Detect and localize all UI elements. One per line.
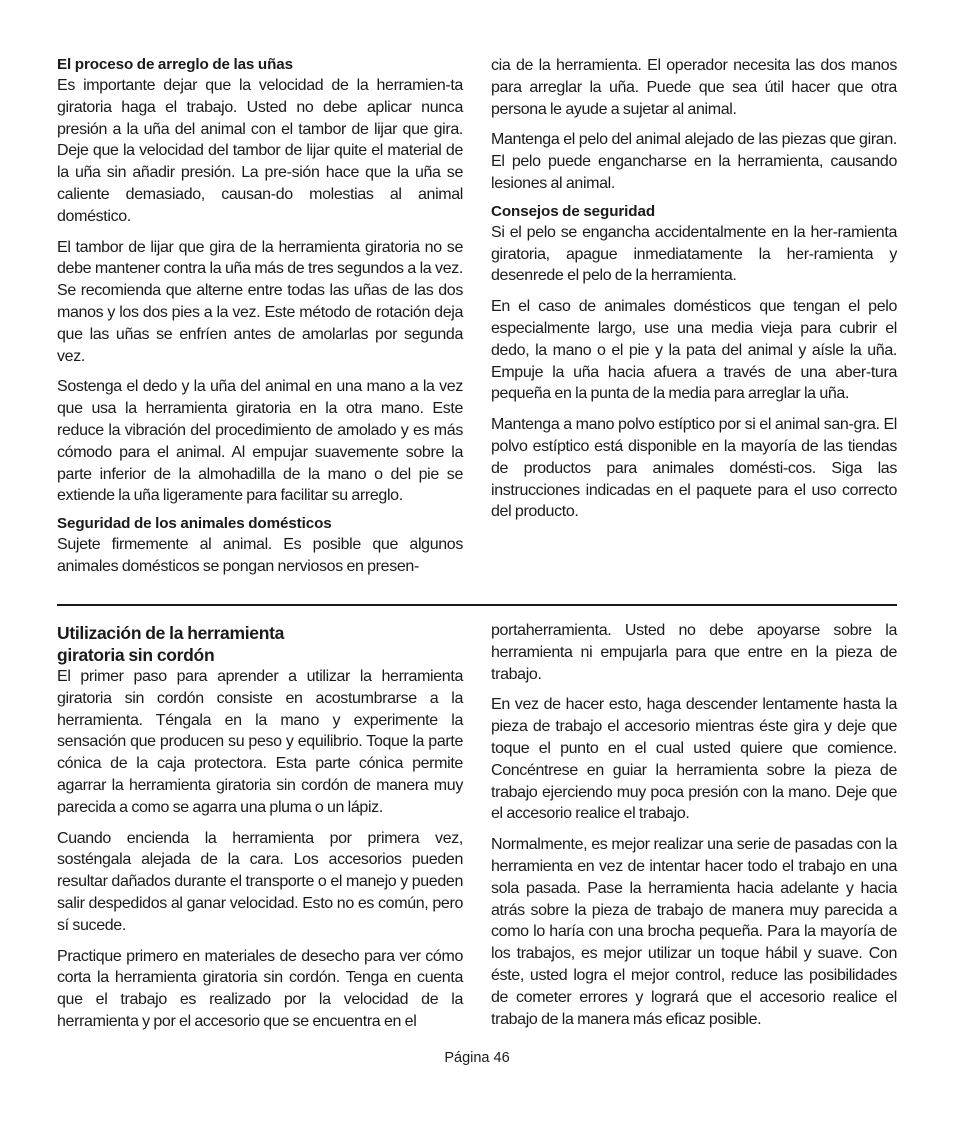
heading-line-2: giratoria sin cordón	[57, 645, 215, 665]
paragraph: Es importante dejar que la velocidad de la herramien-ta giratoria haga el trabajo. Usted no debe aplicar nunca presión a la uña del animal con el tambor de lijar que gira. Deje que la velocidad del tambor de lijar quite el material de la uña sin añadir presión. La pre-sión hace que la uña se caliente demasiado, causan-do molestias al animal doméstico.	[57, 77, 463, 225]
paragraph: En vez de hacer esto, haga descender lentamente hasta la pieza de trabajo el accesorio mientras éste gira y deje que toque el punto en el cual usted quiere que comience. Concéntrese en guiar la herramienta sobre la pieza de trabajo ejerciendo muy poca presión con la mano. Deje que el accesorio realice el trabajo.	[491, 696, 897, 823]
paragraph: Mantenga el pelo del animal alejado de las piezas que giran. El pelo puede engancharse en la herramienta, causando lesiones al animal.	[491, 131, 897, 192]
heading-pet-safety: Seguridad de los animales domésticos	[57, 515, 332, 533]
paragraph: Practique primero en materiales de desecho para ver cómo corta la herramienta giratoria sin cordón. Tenga en cuenta que el trabajo es realizado por la velocidad de la herramienta y por el accesorio que se encuentra en el	[57, 947, 463, 1030]
section-divider	[57, 604, 897, 606]
paragraph: Sostenga el dedo y la uña del animal en una mano a la vez que usa la herramienta giratoria en la otra mano. Este reduce la vibración del procedimiento de amolado y es más cómodo para el animal. Al empujar suavemente sobre la parte inferior de la almohadilla de la mano o del pie se extiende la uña ligeramente para facilitar su arreglo.	[57, 378, 463, 505]
section2-left-column	[57, 622, 463, 1033]
heading-safety-tips: Consejos de seguridad	[491, 202, 655, 220]
paragraph: Cuando encienda la herramienta por primera vez, sosténgala alejada de la cara. Los accesorios pueden resultar dañados durante el transporte o el manejo y pueden salir despedidos al ganar velocidad. Esto no es común, pero sí sucede.	[57, 829, 463, 934]
paragraph: Si el pelo se engancha accidentalmente en la her-ramienta giratoria, apague inmediatamente la her-ramienta y desenrede el pelo de la herramienta.	[491, 223, 897, 285]
section1-right-column	[491, 55, 897, 523]
paragraph: En el caso de animales domésticos que tengan el pelo especialmente largo, use una media vieja para cubrir el dedo, la mano o el pie y la pata del animal y aísle la uña. Empuje la uña hacia afuera a través de una aber-tura pequeña en la punta de la media para arreglar la uña.	[491, 298, 897, 403]
page-number: Página 46	[444, 1050, 510, 1066]
paragraph: cia de la herramienta. El operador necesita las dos manos para arreglar la uña. Puede que sea útil hacer que otra persona le ayude a sujetar al animal.	[491, 57, 897, 118]
heading-nail-trimming-process: El proceso de arreglo de las uñas	[57, 56, 293, 73]
paragraph: Sujete firmemente al animal. Es posible que algunos animales domésticos se pongan nerviosos en presen-	[57, 536, 463, 575]
section2-right-column	[491, 620, 897, 1030]
paragraph: El tambor de lijar que gira de la herramienta giratoria no se debe mantener contra la uña más de tres segundos a la vez. Se recomienda que alterne entre todas las uñas de las dos manos y los dos pies a la vez. Este método de rotación deja que las uñas se enfríen antes de amolarlas por segunda vez.	[57, 238, 463, 365]
paragraph: Normalmente, es mejor realizar una serie de pasadas con la herramienta en vez de intentar hacer todo el trabajo en una sola pasada. Pase la herramienta hacia adelante y hacia atrás sobre la pieza de trabajo de manera muy parecida a como lo haría con una brocha pequeña. Para la mayoría de los trabajos, es mejor utilizar un toque hábil y suave. Con éste, usted logra el mejor control, reduce las posibilidades de cometer errores y logrará que el accesorio realice el trabajo de la manera más eficaz posible.	[491, 836, 897, 1028]
paragraph: portaherramienta. Usted no debe apoyarse sobre la herramienta ni empujarla para que entre en la pieza de trabajo.	[491, 622, 897, 683]
paragraph: El primer paso para aprender a utilizar la herramienta giratoria sin cordón consiste en acostumbrarse a la herramienta. Téngala en la mano y experimente la sensación que producen su peso y equilibrio. Toque la parte cónica de la caja protectora. Esta parte cónica permite agarrar la herramienta giratoria sin cordón de manera muy parecida a como se agarra una pluma o un lápiz.	[57, 668, 463, 816]
heading-line-1: Utilización de la herramienta	[57, 623, 285, 643]
section1-left-column	[57, 55, 463, 578]
paragraph: Mantenga a mano polvo estíptico por si el animal san-gra. El polvo estíptico está disponible en la mayoría de las tiendas de productos para animales domésti-cos. Siga las instrucciones indicadas en el paquete para el uso correcto del producto.	[491, 416, 897, 521]
heading-using-cordless-tool	[57, 622, 463, 666]
